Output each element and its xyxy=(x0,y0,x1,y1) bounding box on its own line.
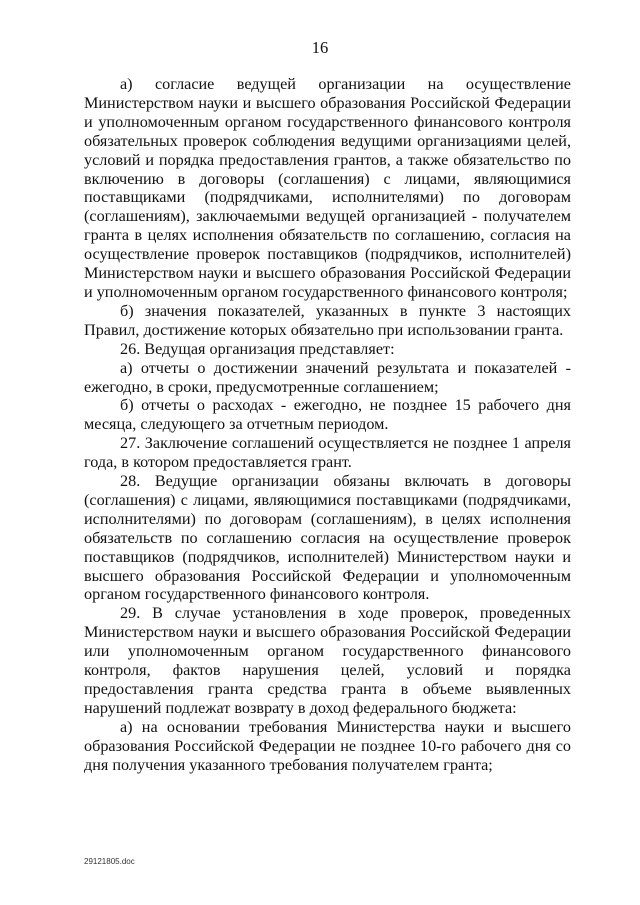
paragraph-28: 28. Ведущие организации обязаны включать в договоры (соглашения) с лицами, являющимися поставщиками (подрядчиками, исполнителями) по договорам (соглашениям), в целях исполнения обязательств по соглашению согласия на осуществление проверок поставщиков (подрядчиков, исполнителей) Министерством науки и высшего образования Российской Федерации и уполномоченным органом государственного финансового контроля. xyxy=(84,472,571,604)
paragraph-26a: а) отчеты о достижении значений результата и показателей - ежегодно, в сроки, предусмотренные соглашением; xyxy=(84,358,571,396)
paragraph-25b: б) значения показателей, указанных в пункте 3 настоящих Правил, достижение которых обязательно при использовании гранта. xyxy=(84,301,571,339)
footer-doc-code: 29121805.doc xyxy=(84,857,135,866)
paragraph-27: 27. Заключение соглашений осуществляется не позднее 1 апреля года, в котором предоставляется грант. xyxy=(84,434,571,472)
paragraph-26: 26. Ведущая организация представляет: xyxy=(120,339,395,358)
page-number: 16 xyxy=(311,38,329,57)
paragraph-29a: а) на основании требования Министерства науки и высшего образования Российской Федерации не позднее 10-го рабочего дня со дня получения указанного требования получателем гранта; xyxy=(84,717,571,774)
paragraph-25a: а) согласие ведущей организации на осуществление Министерством науки и высшего образования Российской Федерации и уполномоченным органом государственного финансового контроля обязательных проверок соблюдения ведущими организациями целей, условий и порядка предоставления грантов, а также обязательство по включению в договоры (соглашения) с лицами, являющимися поставщиками (подрядчиками, исполнителями) по договорам (соглашениям), заключаемыми ведущей организацией - получателем гранта в целях исполнения обязательств по соглашению, согласия на осуществление проверок поставщиков (подрядчиков, исполнителей) Министерством науки и высшего образования Российской Федерации и уполномоченным органом государственного финансового контроля; xyxy=(84,75,571,301)
paragraph-29: 29. В случае установления в ходе проверок, проведенных Министерством науки и высшего образования Российской Федерации или уполномоченным органом государственного финансового контроля, фактов нарушения целей, условий и порядка предоставления гранта средства гранта в объеме выявленных нарушений подлежат возврату в доход федерального бюджета: xyxy=(84,604,571,717)
paragraph-26b: б) отчеты о расходах - ежегодно, не позднее 15 рабочего дня месяца, следующего за отчетным периодом. xyxy=(84,396,571,434)
document-body xyxy=(84,75,571,775)
